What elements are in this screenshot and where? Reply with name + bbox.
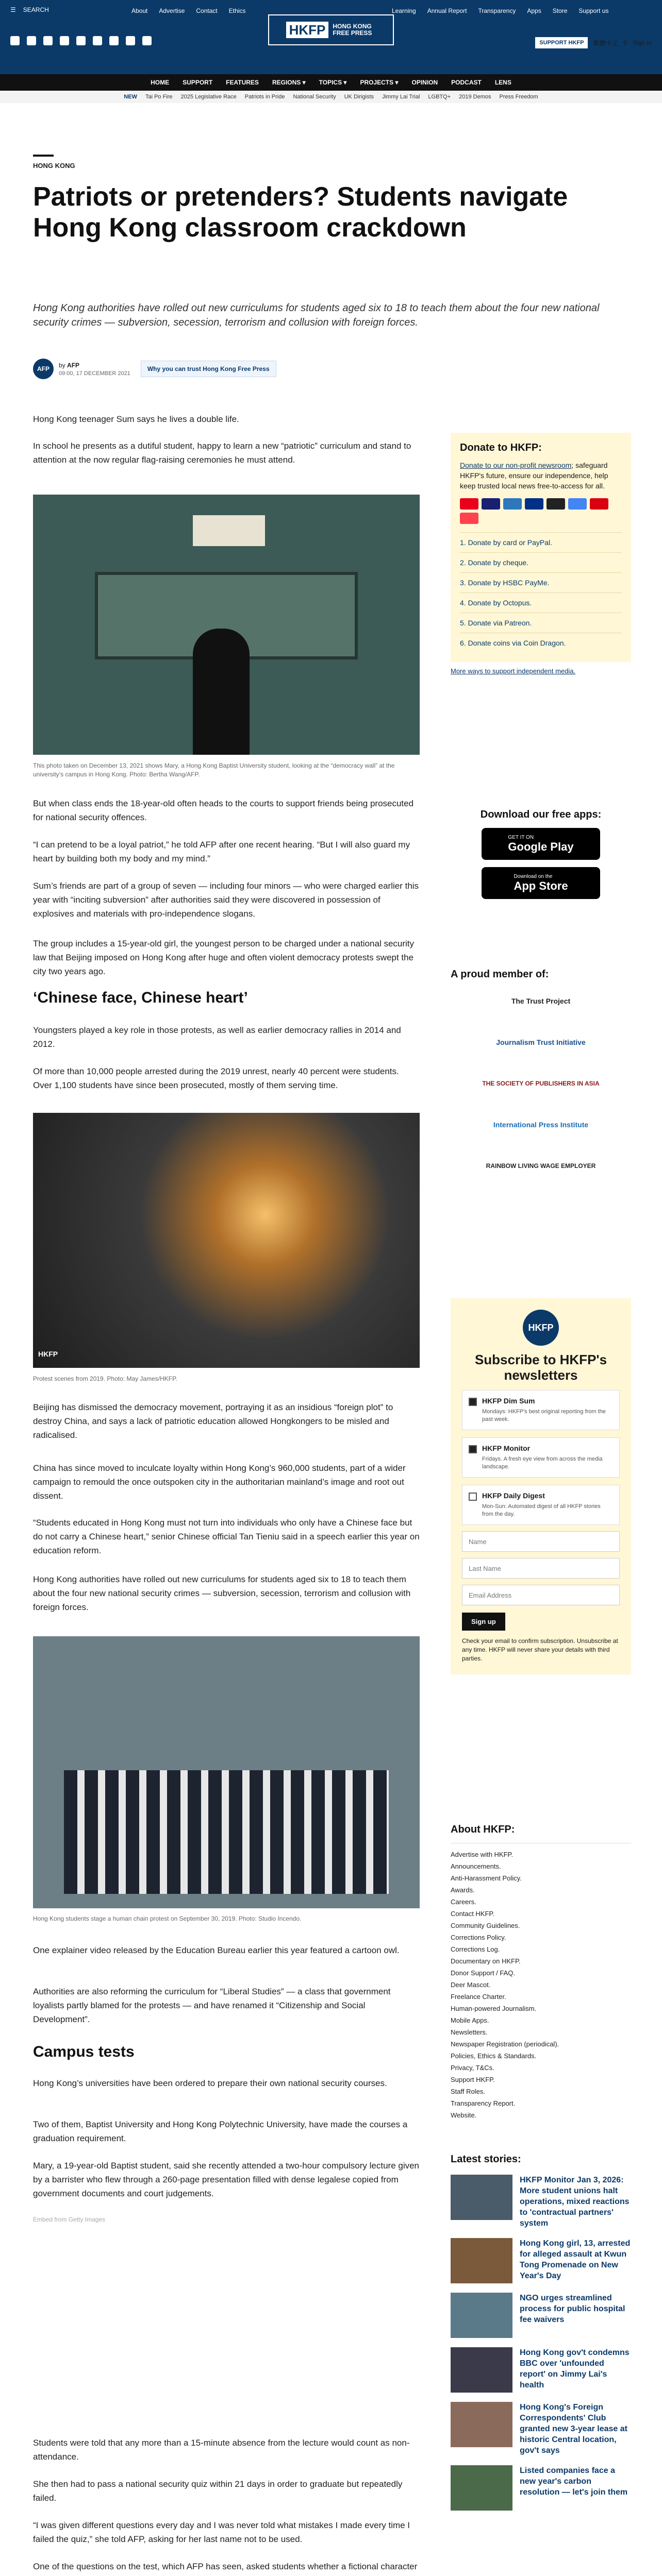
topic-ticker bbox=[0, 91, 662, 103]
category-kicker[interactable] bbox=[33, 155, 75, 170]
donate-panel bbox=[451, 433, 631, 662]
top-left bbox=[10, 6, 49, 13]
about-link[interactable]: Support HKFP. bbox=[451, 2076, 495, 2083]
apps-section bbox=[451, 809, 631, 899]
patreon-icon bbox=[460, 513, 478, 524]
paragraph: Hong Kong authorities have rolled out new curriculums for students aged six to 18 to teach them about the four new national security crimes — subversion, secession, terrorism and collusion with foreign forces. bbox=[33, 1574, 411, 1612]
newsletter-name: HKFP Monitor bbox=[482, 1444, 531, 1452]
nav-store[interactable]: Store bbox=[552, 7, 568, 14]
newsletter-logo: HKFP bbox=[523, 1310, 559, 1346]
story-title[interactable]: HKFP Monitor Jan 3, 2026: More student unions halt operations, mixed reactions to 'contractual partners' system bbox=[520, 2176, 630, 2228]
about-link[interactable]: Awards. bbox=[451, 1886, 475, 1894]
member-ipi[interactable]: International Press Institute bbox=[493, 1121, 589, 1129]
newsletter-option[interactable] bbox=[462, 1390, 620, 1430]
name-field[interactable]: Name bbox=[462, 1531, 620, 1552]
about-section bbox=[451, 1824, 631, 2121]
story-thumbnail bbox=[451, 2175, 512, 2220]
latest-story[interactable] bbox=[451, 2293, 631, 2338]
ticker-item[interactable]: 2025 Legislative Race bbox=[180, 94, 237, 100]
latest-story[interactable] bbox=[451, 2465, 631, 2511]
ticker-item[interactable]: 2019 Demos bbox=[459, 94, 491, 100]
embed-caption: Embed from Getty Images bbox=[33, 2216, 106, 2223]
amex-icon bbox=[503, 498, 522, 510]
googlepay-icon bbox=[568, 498, 587, 510]
paypal-icon bbox=[525, 498, 543, 510]
donate-title: Donate to HKFP: bbox=[460, 442, 542, 453]
paragraph: Youngsters played a key role in those protests, as well as earlier democracy rallies in 2014 and 2012. bbox=[33, 1025, 401, 1049]
ticker-item[interactable]: LGBTQ+ bbox=[428, 94, 451, 100]
article-photo-2 bbox=[33, 1113, 420, 1368]
threads-icon[interactable] bbox=[76, 36, 86, 45]
newsletter-section bbox=[451, 1298, 631, 1674]
instagram-icon[interactable] bbox=[60, 36, 69, 45]
about-link[interactable]: Privacy, T&Cs. bbox=[451, 2064, 494, 2072]
section-heading: Campus tests bbox=[33, 2043, 135, 2060]
paragraph: Two of them, Baptist University and Hong Kong Polytechnic University, have made the courses a graduation requirement. bbox=[33, 2120, 408, 2143]
nav-contact[interactable]: Contact bbox=[196, 7, 218, 14]
ticker-item[interactable]: National Security bbox=[293, 94, 336, 100]
story-thumbnail bbox=[451, 2402, 512, 2447]
about-link[interactable]: Donor Support / FAQ. bbox=[451, 1969, 516, 1977]
paragraph: Authorities are also reforming the curriculum for “Liberal Studies” — a class that government loyalists partly blamed for the protests — and have renamed it “Citizenship and Social Development”. bbox=[33, 1987, 391, 2024]
header-actions bbox=[535, 37, 652, 48]
top-nav bbox=[131, 7, 245, 14]
author-name[interactable]: AFP bbox=[67, 361, 80, 369]
photo-caption: Hong Kong students stage a human chain protest on September 30, 2019. Photo: Studio Incendo. bbox=[33, 1915, 302, 1922]
about-link[interactable]: Newspaper Registration (periodical). bbox=[451, 2040, 559, 2048]
newsletter-option[interactable] bbox=[462, 1437, 620, 1478]
latest-section bbox=[451, 2154, 631, 2511]
article-title: Patriots or pretenders? Students navigate Hong Kong classroom crackdown bbox=[33, 182, 568, 243]
paragraph: “I can pretend to be a loyal patriot,” he told AFP after one recent hearing. “But I will also guard my heart by building both my body and my mind.” bbox=[33, 840, 410, 863]
menu-projects[interactable]: PROJECTS ▾ bbox=[360, 79, 399, 86]
menu-podcast[interactable]: PODCAST bbox=[451, 79, 482, 86]
avatar[interactable]: AFP bbox=[33, 359, 54, 379]
newsletter-title: Subscribe to HKFP's newsletters bbox=[474, 1352, 607, 1383]
nav-annual-report[interactable]: Annual Report bbox=[427, 7, 467, 14]
language-link[interactable]: 繁體中文 bbox=[593, 39, 618, 47]
about-link[interactable]: Newsletters. bbox=[451, 2028, 488, 2036]
paragraph: China has since moved to inculcate loyalty within Hong Kong’s 960,000 students, part of a wider campaign to remould the once outspoken city in the authoritarian mainland’s image and root out dissent. bbox=[33, 1463, 406, 1501]
hkfp-watermark: HKFP bbox=[38, 1350, 58, 1358]
article-photo-3 bbox=[33, 1636, 420, 1908]
about-link[interactable]: Deer Mascot. bbox=[451, 1981, 491, 1989]
google-play-button[interactable] bbox=[482, 828, 600, 860]
member-living-wage[interactable]: RAINBOW LIVING WAGE EMPLOYER bbox=[486, 1162, 596, 1170]
byline-text bbox=[59, 362, 130, 377]
newsletter-note: Check your email to confirm subscription. Unsubscribe at any time. HKFP will never share your details with third parties. bbox=[462, 1637, 618, 1662]
about-link[interactable]: Freelance Charter. bbox=[451, 1993, 506, 2001]
member-jti[interactable]: Journalism Trust Initiative bbox=[496, 1038, 586, 1046]
about-link[interactable]: Careers. bbox=[451, 1898, 476, 1906]
search-link[interactable]: SEARCH bbox=[23, 6, 49, 13]
about-link[interactable]: Corrections Log. bbox=[451, 1945, 500, 1953]
search-icon[interactable]: ☰ bbox=[10, 6, 16, 13]
nav-learning[interactable]: Learning bbox=[392, 7, 416, 14]
paragraph: Mary, a 19-year-old Baptist student, said she recently attended a two-hour compulsory lecture given by a barrister who flew through a 260-page presentation filled with dense legalese copied from government documents and court judgements. bbox=[33, 2161, 420, 2198]
donate-text bbox=[460, 460, 622, 491]
paragraph: “I was given different questions every day and I was never told what mistakes I made every time I failed the quiz,” she told AFP, asking for her last name not to be used. bbox=[33, 2520, 410, 2544]
telegram-icon[interactable] bbox=[109, 36, 119, 45]
menu-topics[interactable]: TOPICS ▾ bbox=[319, 79, 347, 86]
app-store-button[interactable] bbox=[482, 867, 600, 899]
nav-about[interactable]: About bbox=[131, 7, 148, 14]
newsletter-desc: Fridays. A fresh eye view from across the media landscape. bbox=[482, 1456, 603, 1470]
paragraph: In school he presents as a dutiful student, happy to learn a new “patriotic” curriculum and stand to attention at the now regular flag-raising ceremonies he must attend. bbox=[33, 441, 411, 465]
wall-sign bbox=[193, 515, 265, 546]
newsletter-desc: Mondays: HKFP's best original reporting from the past week. bbox=[482, 1409, 606, 1422]
paragraph: She then had to pass a national security quiz within 21 days in order to graduate but repeatedly failed. bbox=[33, 2479, 403, 2503]
article-deck: Hong Kong authorities have rolled out new curriculums for students aged six to 18 to teach them about the four new national security crimes — subversion, secession, terrorism and collusion with foreign forces. bbox=[33, 302, 600, 328]
photo-caption: This photo taken on December 13, 2021 shows Mary, a Hong Kong Baptist University student, looking at the “democracy wall” at the university’s campus in Hong Kong. Photo: Bertha Wang/AFP. bbox=[33, 762, 395, 778]
gplay-label: Google Play bbox=[508, 840, 574, 853]
article-photo-1 bbox=[33, 495, 420, 755]
story-thumbnail bbox=[451, 2238, 512, 2283]
donate-option[interactable]: 6. Donate coins via Coin Dragon. bbox=[460, 633, 622, 653]
section-heading: ‘Chinese face, Chinese heart’ bbox=[33, 989, 248, 1006]
about-link[interactable]: Website. bbox=[451, 2111, 477, 2119]
about-link[interactable]: Documentary on HKFP. bbox=[451, 1957, 521, 1965]
about-link[interactable]: Mobile Apps. bbox=[451, 2016, 489, 2024]
x-icon[interactable] bbox=[10, 36, 20, 45]
publish-date: 09:00, 17 DECEMBER 2021 bbox=[59, 370, 130, 377]
nav-ethics[interactable]: Ethics bbox=[228, 7, 246, 14]
site-logo[interactable] bbox=[268, 14, 394, 45]
menu-support[interactable]: SUPPORT bbox=[183, 79, 213, 86]
signup-button[interactable]: Sign up bbox=[462, 1613, 505, 1631]
newsletter-option[interactable] bbox=[462, 1485, 620, 1525]
menu-home[interactable]: HOME bbox=[151, 79, 170, 86]
story-title[interactable]: Listed companies face a new year's carbon resolution — let's join them bbox=[520, 2466, 628, 2497]
payment-methods bbox=[460, 498, 622, 524]
support-button[interactable]: SUPPORT HKFP bbox=[535, 37, 588, 48]
paragraph: Of more than 10,000 people arrested during the 2019 unrest, nearly 40 percent were students. Over 1,100 students have since been prosecuted, mostly of them serving time. bbox=[33, 1066, 399, 1090]
checkbox-checked[interactable] bbox=[469, 1398, 477, 1406]
protest-scene bbox=[33, 1113, 420, 1368]
latest-story[interactable] bbox=[451, 2347, 631, 2393]
paragraph: But when class ends the 18-year-old often heads to the courts to support friends being prosecuted for national security offences. bbox=[33, 799, 414, 822]
youtube-icon[interactable] bbox=[27, 36, 36, 45]
apps-title: Download our free apps: bbox=[480, 809, 602, 820]
rss-icon[interactable] bbox=[142, 36, 152, 45]
paragraph: Students were told that any more than a 15-minute absence from the lecture would count as non-attendance. bbox=[33, 2438, 410, 2462]
about-link[interactable]: Corrections Policy. bbox=[451, 1934, 506, 1941]
donate-option[interactable]: 2. Donate by cheque. bbox=[460, 552, 622, 572]
ticker-item[interactable]: Patriots in Pride bbox=[244, 94, 285, 100]
checkbox-checked[interactable] bbox=[469, 1445, 477, 1453]
member-sopa[interactable]: THE SOCIETY OF PUBLISHERS IN ASIA bbox=[482, 1080, 600, 1087]
mail-icon[interactable] bbox=[93, 36, 102, 45]
about-link[interactable]: Policies, Ethics & Standards. bbox=[451, 2052, 537, 2060]
about-link[interactable]: Transparency Report. bbox=[451, 2099, 516, 2107]
about-link[interactable]: Announcements. bbox=[451, 1862, 501, 1870]
more-ways-link[interactable]: More ways to support independent media. bbox=[451, 667, 576, 675]
about-list bbox=[451, 1843, 631, 2121]
ticker-new-label: NEW bbox=[124, 94, 137, 100]
story-thumbnail bbox=[451, 2347, 512, 2393]
by-prefix: by bbox=[59, 361, 65, 369]
donate-option[interactable]: 4. Donate by Octopus. bbox=[460, 592, 622, 613]
latest-story[interactable] bbox=[451, 2402, 631, 2456]
ticker-item[interactable]: UK Dirigists bbox=[344, 94, 374, 100]
byline bbox=[33, 359, 276, 379]
appstore-label: App Store bbox=[514, 879, 568, 892]
appstore-small: Download on the bbox=[514, 873, 553, 879]
paragraph: Hong Kong teenager Sum says he lives a double life. bbox=[33, 414, 239, 424]
about-link[interactable]: Staff Roles. bbox=[451, 2088, 485, 2095]
visa-icon bbox=[482, 498, 500, 510]
about-link[interactable]: Anti-Harassment Policy. bbox=[451, 1874, 522, 1882]
paragraph: Beijing has dismissed the democracy movement, portraying it as an insidious “foreign plot” to destroy China, and says a lack of patriotic education allowed Hongkongers to be misled and radicalised. bbox=[33, 1402, 393, 1440]
last-name-field[interactable]: Last Name bbox=[462, 1558, 620, 1579]
donate-option[interactable]: 3. Donate by HSBC PayMe. bbox=[460, 572, 622, 592]
nav-support[interactable]: Support us bbox=[578, 7, 609, 14]
member-title: A proud member of: bbox=[451, 969, 549, 980]
newsletter-name: HKFP Dim Sum bbox=[482, 1397, 535, 1405]
mastercard-icon bbox=[460, 498, 478, 510]
donate-box bbox=[451, 433, 631, 675]
about-link[interactable]: Human-powered Journalism. bbox=[451, 2005, 537, 2012]
about-link[interactable]: Advertise with HKFP. bbox=[451, 1851, 514, 1858]
signin-link[interactable]: Sign in bbox=[633, 39, 652, 46]
member-trust-project[interactable]: The Trust Project bbox=[511, 997, 571, 1005]
paragraph: Sum’s friends are part of a group of seven — including four minors — who were charged earlier this year with “inciting subversion” after authorities said they were discovered in possession of explosives and materials with pro-independence slogans. bbox=[33, 881, 419, 919]
gplay-small: GET IT ON bbox=[508, 834, 534, 840]
paragraph: One explainer video released by the Education Bureau earlier this year featured a cartoon owl. bbox=[33, 1945, 400, 1955]
story-title[interactable]: Hong Kong girl, 13, arrested for alleged assault at Kwun Tong Promenade on New Year's Day bbox=[520, 2239, 631, 2280]
email-field[interactable]: Email Address bbox=[462, 1585, 620, 1605]
member-section bbox=[451, 969, 631, 1187]
menu-features[interactable]: FEATURES bbox=[226, 79, 259, 86]
facebook-icon[interactable] bbox=[43, 36, 53, 45]
newsletter-box bbox=[451, 1298, 631, 1674]
story-title[interactable]: NGO urges streamlined process for public hospital fee waivers bbox=[520, 2294, 625, 2324]
logo-mark: HKFP bbox=[286, 22, 329, 38]
bluesky-icon[interactable] bbox=[126, 36, 135, 45]
paragraph: The group includes a 15-year-old girl, the youngest person to be charged under a national security law that Beijing imposed on Hong Kong after huge and often violent democracy protests swept the city two years ago. bbox=[33, 939, 415, 976]
kicker-label: HONG KONG bbox=[33, 162, 75, 170]
student-chain bbox=[64, 1770, 389, 1894]
about-link[interactable]: Community Guidelines. bbox=[451, 1922, 520, 1929]
donate-options bbox=[460, 532, 622, 653]
menu-lens[interactable]: LENS bbox=[494, 79, 511, 86]
donate-option[interactable]: 1. Donate by card or PayPal. bbox=[460, 532, 622, 552]
applepay-icon bbox=[547, 498, 565, 510]
ticker-item[interactable]: Tai Po Fire bbox=[145, 94, 173, 100]
ticker-item[interactable]: Jimmy Lai Trial bbox=[382, 94, 420, 100]
nav-apps[interactable]: Apps bbox=[527, 7, 541, 14]
main-menu bbox=[0, 74, 662, 91]
story-thumbnail bbox=[451, 2293, 512, 2338]
student-silhouette bbox=[193, 629, 250, 755]
latest-story[interactable] bbox=[451, 2238, 631, 2283]
checkbox-unchecked[interactable] bbox=[469, 1493, 477, 1501]
menu-opinion[interactable]: OPINION bbox=[411, 79, 438, 86]
about-title: About HKFP: bbox=[451, 1824, 515, 1835]
story-thumbnail bbox=[451, 2465, 512, 2511]
paragraph: One of the questions on the test, which AFP has seen, asked students whether a fictional character bbox=[33, 2562, 418, 2571]
about-link[interactable]: Contact HKFP. bbox=[451, 1910, 495, 1918]
menu-regions[interactable]: REGIONS ▾ bbox=[272, 79, 306, 86]
donate-desc: ; safeguard HKFP's future, ensure our independence, help keep trusted local news free-to-access for all. bbox=[460, 461, 608, 490]
story-title[interactable]: Hong Kong's Foreign Correspondents' Club granted new 3-year lease at historic Central location, gov't says bbox=[520, 2403, 627, 2455]
newsletter-desc: Mon-Sun: Automated digest of all HKFP stories from the day. bbox=[482, 1503, 601, 1517]
ticker-item[interactable]: Press Freedom bbox=[499, 94, 538, 100]
social-links bbox=[10, 36, 152, 45]
top-nav-right bbox=[392, 7, 608, 14]
logo-text: HONG KONG FREE PRESS bbox=[333, 23, 372, 37]
nav-transparency[interactable]: Transparency bbox=[478, 7, 516, 14]
story-title[interactable]: Hong Kong gov't condemns BBC over 'unfounded report' on Jimmy Lai's health bbox=[520, 2348, 630, 2389]
latest-title: Latest stories: bbox=[451, 2154, 521, 2165]
paragraph: “Students educated in Hong Kong must not turn into individuals who only have a Chinese face but do not carry a Chinese heart,” senior Chinese official Tan Tieniu said in a speech earlier this year on education reform. bbox=[33, 1518, 420, 1555]
trust-badge[interactable]: Why you can trust Hong Kong Free Press bbox=[141, 361, 276, 377]
nav-advertise[interactable]: Advertise bbox=[159, 7, 185, 14]
payme-icon bbox=[590, 498, 608, 510]
donate-link[interactable]: Donate to our non-profit newsroom bbox=[460, 461, 572, 469]
latest-story[interactable] bbox=[451, 2175, 631, 2229]
donate-option[interactable]: 5. Donate via Patreon. bbox=[460, 613, 622, 633]
search-icon[interactable]: ⚲ bbox=[623, 39, 628, 46]
photo-caption: Protest scenes from 2019. Photo: May James/HKFP. bbox=[33, 1375, 177, 1382]
newsletter-name: HKFP Daily Digest bbox=[482, 1492, 545, 1500]
paragraph: Hong Kong’s universities have been ordered to prepare their own national security courses. bbox=[33, 2078, 387, 2088]
